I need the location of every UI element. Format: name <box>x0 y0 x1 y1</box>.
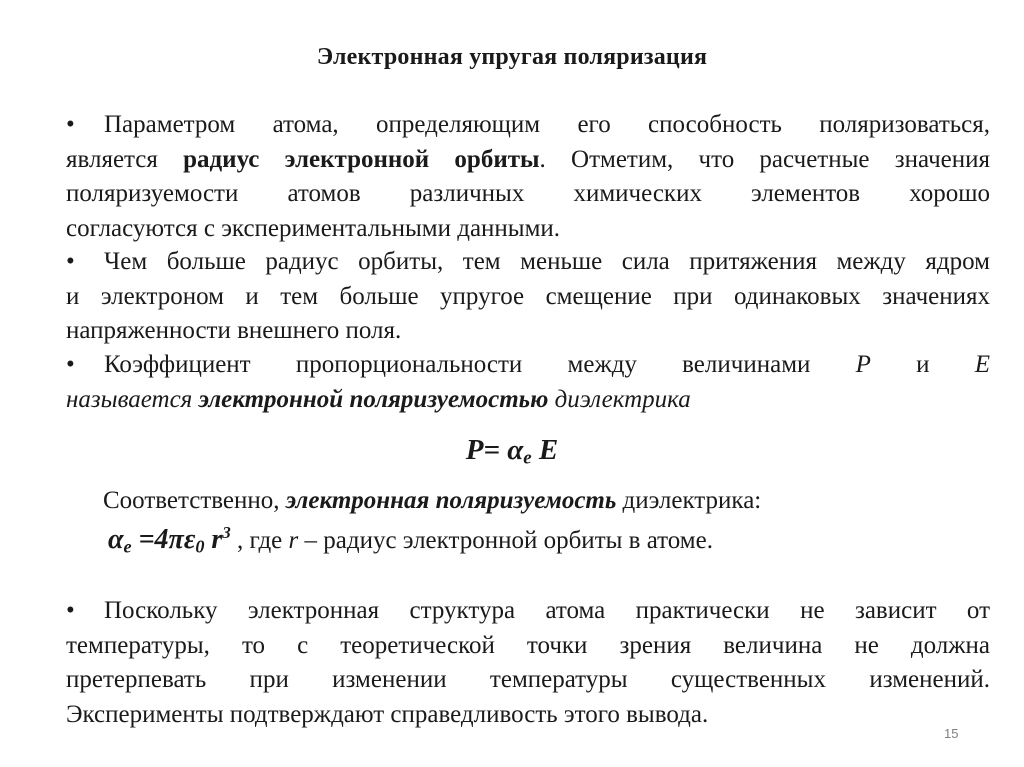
bullet-paragraph-4 <box>66 594 990 732</box>
formula-2-sub-0: 0 <box>195 536 205 557</box>
formula-polarization <box>0 434 1024 470</box>
formula-2-row <box>108 523 713 558</box>
corr-text-a: Соответственно, <box>103 487 286 514</box>
bullet-1-text-2a: является <box>66 145 184 173</box>
formula-1-eq-alpha: = α <box>483 434 524 466</box>
bullet-3-line-1 <box>66 348 990 383</box>
formula-1-P: P <box>465 434 484 466</box>
bullet-3-text-2a: называется <box>66 385 199 413</box>
corr-text-c: диэлектрика: <box>616 487 762 514</box>
formula-2-alpha: α <box>108 524 124 556</box>
bullet-3-text-2c: диэлектрика <box>548 385 691 413</box>
symbol-E: E <box>974 351 990 378</box>
formula-2-explanation: – радиус электронной орбиты в атоме. <box>298 527 713 555</box>
bullet-1-text-1: Параметром атома, определяющим его способность поляризоваться, <box>104 111 990 138</box>
formula-2-sub-e: e <box>123 536 132 557</box>
bullet-2-line-1 <box>66 245 990 280</box>
bullet-2-line-3: напряженности внешнего поля. <box>66 317 402 344</box>
slide-title: Электронная упругая поляризация <box>316 44 708 70</box>
bullet-1-line-2 <box>66 143 990 178</box>
bullet-marker: • <box>66 248 75 275</box>
page-number: 15 <box>944 726 959 741</box>
bullet-4-line-3: претерпевать при изменении температуры существенных изменений. <box>66 666 990 693</box>
bullet-3-bold-term: электронной поляризуемостью <box>198 385 549 413</box>
bullet-paragraph-2 <box>66 245 990 349</box>
corr-bold-term: электронная поляризуемость <box>285 487 617 514</box>
formula-2-r: r <box>204 524 223 556</box>
bullet-3-line-2 <box>66 383 990 418</box>
bullet-1-text-2c: . Отметим, что расчетные значения <box>539 145 990 173</box>
formula-2-mid: =4πε <box>131 524 196 556</box>
symbol-r: r <box>288 527 299 555</box>
correspondingly-line <box>103 487 761 515</box>
symbol-P: P <box>855 351 871 378</box>
bullet-1-bold-term: радиус электронной орбиты <box>183 145 540 173</box>
formula-electronic-polarizability <box>108 524 231 555</box>
bullet-paragraph-1 <box>66 108 990 246</box>
bullet-marker: • <box>66 351 75 378</box>
bullet-4-text-1: Поскольку электронная структура атома практически не зависит от <box>104 597 990 624</box>
bullet-4-line-2: температуры, то с теоретической точки зрения величина не должна <box>66 631 990 659</box>
bullet-marker: • <box>66 111 75 138</box>
bullet-marker: • <box>66 597 75 624</box>
bullet-1-line-3: поляризуемости атомов различных химических элементов хорошо <box>66 180 990 207</box>
bullet-2-line-2: и электроном и тем больше упругое смещение при одинаковых значениях <box>66 282 990 310</box>
formula-1-subscript: e <box>523 447 532 469</box>
bullet-1-line-1 <box>66 108 990 143</box>
bullet-1-line-4: согласуются с экспериментальными данными. <box>66 214 561 242</box>
formula-2-sup-3: 3 <box>222 523 231 542</box>
bullet-3-and: и <box>870 351 975 378</box>
formula-2-where: , где <box>230 527 289 555</box>
bullet-4-line-1 <box>66 594 990 629</box>
bullet-2-text-1: Чем больше радиус орбиты, тем меньше сила притяжения между ядром <box>104 248 990 275</box>
formula-1-E: E <box>531 434 559 466</box>
bullet-4-line-4: Эксперименты подтверждают справедливость этого вывода. <box>66 700 709 728</box>
bullet-3-text-1: Коэффициент пропорциональности между величинами <box>104 351 856 378</box>
bullet-paragraph-3 <box>66 348 990 417</box>
